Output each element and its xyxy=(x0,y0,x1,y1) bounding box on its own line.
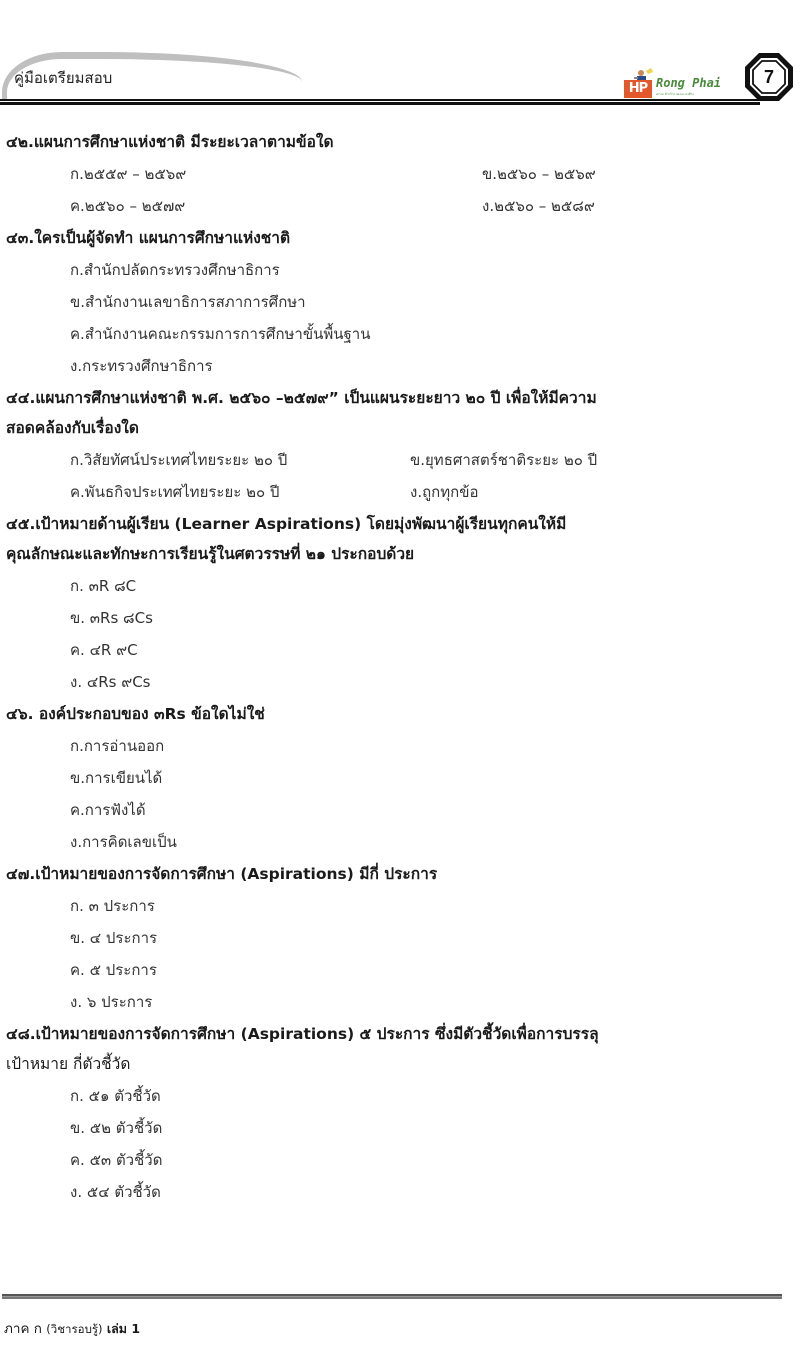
logo-mark: HP xyxy=(624,80,652,98)
option-d[interactable]: ง. ๕๔ ตัวชี้วัด xyxy=(70,1183,161,1201)
option-d[interactable]: ง. ๔Rs ๙Cs xyxy=(70,673,151,691)
option-c[interactable]: ค.๒๕๖๐ – ๒๕๗๙ xyxy=(70,197,186,215)
options xyxy=(0,158,800,222)
options xyxy=(0,1080,800,1208)
mascot-icon xyxy=(632,68,654,80)
options xyxy=(0,570,800,698)
option-a[interactable]: ก.๒๕๕๙ – ๒๕๖๙ xyxy=(70,165,187,183)
options xyxy=(0,254,800,382)
question-text-line1: ๔๕.เป้าหมายด้านผู้เรียน (Learner Aspirations) โดยมุ่งพัฒนาผู้เรียนทุกคนให้มี xyxy=(6,515,567,533)
question-45 xyxy=(0,508,800,698)
footer-part: ภาค ก xyxy=(4,1321,42,1337)
logo-tagline: ศาลเจ้าบ้านพลแปงปิน xyxy=(656,92,695,95)
question-text-line1: ๔๘.เป้าหมายของการจัดการศึกษา (Aspirations) ๕ ประการ ซึ่งมีตัวชี้วัดเพื่อการบรรลุ xyxy=(6,1025,599,1043)
option-a[interactable]: ก. ๕๑ ตัวชี้วัด xyxy=(70,1087,161,1105)
option-d[interactable]: ง. ๖ ประการ xyxy=(70,993,153,1011)
footer-divider xyxy=(2,1294,782,1299)
option-a[interactable]: ก. ๓R ๘C xyxy=(70,577,137,595)
question-43 xyxy=(0,222,800,382)
option-c[interactable]: ค. ๕๓ ตัวชี้วัด xyxy=(70,1151,163,1169)
rong-phai-logo xyxy=(622,68,740,100)
question-42 xyxy=(0,126,800,222)
question-text: ๔๓.ใครเป็นผู้จัดทำ แผนการศึกษาแห่งชาติ xyxy=(6,229,291,247)
question-46 xyxy=(0,698,800,858)
option-c[interactable]: ค. ๔R ๙C xyxy=(70,641,138,659)
option-d[interactable]: ง.การคิดเลขเป็น xyxy=(70,833,177,851)
page-header xyxy=(0,0,800,120)
question-text: ๔๗.เป้าหมายของการจัดการศึกษา (Aspirations) มีกี่ ประการ xyxy=(6,865,438,883)
page-number-badge xyxy=(744,52,794,102)
option-b[interactable]: ข.ยุทธศาสตร์ชาติระยะ ๒๐ ปี xyxy=(410,451,598,469)
question-text: ๔๖. องค์ประกอบของ ๓Rs ข้อใดไม่ใช่ xyxy=(6,705,265,723)
question-text-line1: ๔๔.แผนการศึกษาแห่งชาติ พ.ศ. ๒๕๖๐ –๒๕๗๙” เป็นแผนระยะยาว ๒๐ ปี เพื่อให้มีความ xyxy=(6,389,597,407)
footer-volume: เล่ม 1 xyxy=(106,1321,141,1336)
option-b[interactable]: ข.การเขียนได้ xyxy=(70,769,163,787)
question-text-line2: เป้าหมาย กี่ตัวชี้วัด xyxy=(6,1055,131,1073)
question-47 xyxy=(0,858,800,1018)
option-d[interactable]: ง.กระทรวงศึกษาธิการ xyxy=(70,357,213,375)
option-a[interactable]: ก.วิสัยทัศน์ประเทศไทยระยะ ๒๐ ปี xyxy=(70,451,288,469)
option-c[interactable]: ค.การฟังได้ xyxy=(70,801,146,819)
question-text-line2: สอดคล้องกับเรื่องใด xyxy=(6,419,139,437)
option-c[interactable]: ค.สำนักงานคณะกรรมการการศึกษาขั้นพื้นฐาน xyxy=(70,325,371,343)
question-48 xyxy=(0,1018,800,1208)
option-d[interactable]: ง.๒๕๖๐ – ๒๕๘๙ xyxy=(482,197,595,215)
options xyxy=(0,890,800,1018)
option-b[interactable]: ข.สำนักงานเลขาธิการสภาการศึกษา xyxy=(70,293,306,311)
footer-label xyxy=(4,1317,140,1339)
logo-name: Rong Phai xyxy=(656,76,722,90)
header-title: คู่มือเตรียมสอบ xyxy=(14,69,113,87)
question-44 xyxy=(0,382,800,508)
options xyxy=(0,444,800,508)
option-b[interactable]: ข. ๓Rs ๘Cs xyxy=(70,609,153,627)
option-b[interactable]: ข.๒๕๖๐ – ๒๕๖๙ xyxy=(482,165,596,183)
question-list xyxy=(0,126,800,1208)
option-b[interactable]: ข. ๕๒ ตัวชี้วัด xyxy=(70,1119,163,1137)
option-b[interactable]: ข. ๔ ประการ xyxy=(70,929,158,947)
option-a[interactable]: ก.สำนักปลัดกระทรวงศึกษาธิการ xyxy=(70,261,280,279)
question-text: ๔๒.แผนการศึกษาแห่งชาติ มีระยะเวลาตามข้อใด xyxy=(6,133,334,151)
footer-subject: (วิชารอบรู้) xyxy=(46,1322,103,1336)
option-a[interactable]: ก. ๓ ประการ xyxy=(70,897,155,915)
option-c[interactable]: ค. ๕ ประการ xyxy=(70,961,157,979)
page-number: 7 xyxy=(763,67,774,87)
option-c[interactable]: ค.พันธกิจประเทศไทยระยะ ๒๐ ปี xyxy=(70,483,280,501)
question-text-line2: คุณลักษณะและทักษะการเรียนรู้ในศตวรรษที่ ๒๑ ประกอบด้วย xyxy=(6,545,415,563)
option-a[interactable]: ก.การอ่านออก xyxy=(70,737,165,755)
option-d[interactable]: ง.ถูกทุกข้อ xyxy=(410,483,479,501)
options xyxy=(0,730,800,858)
